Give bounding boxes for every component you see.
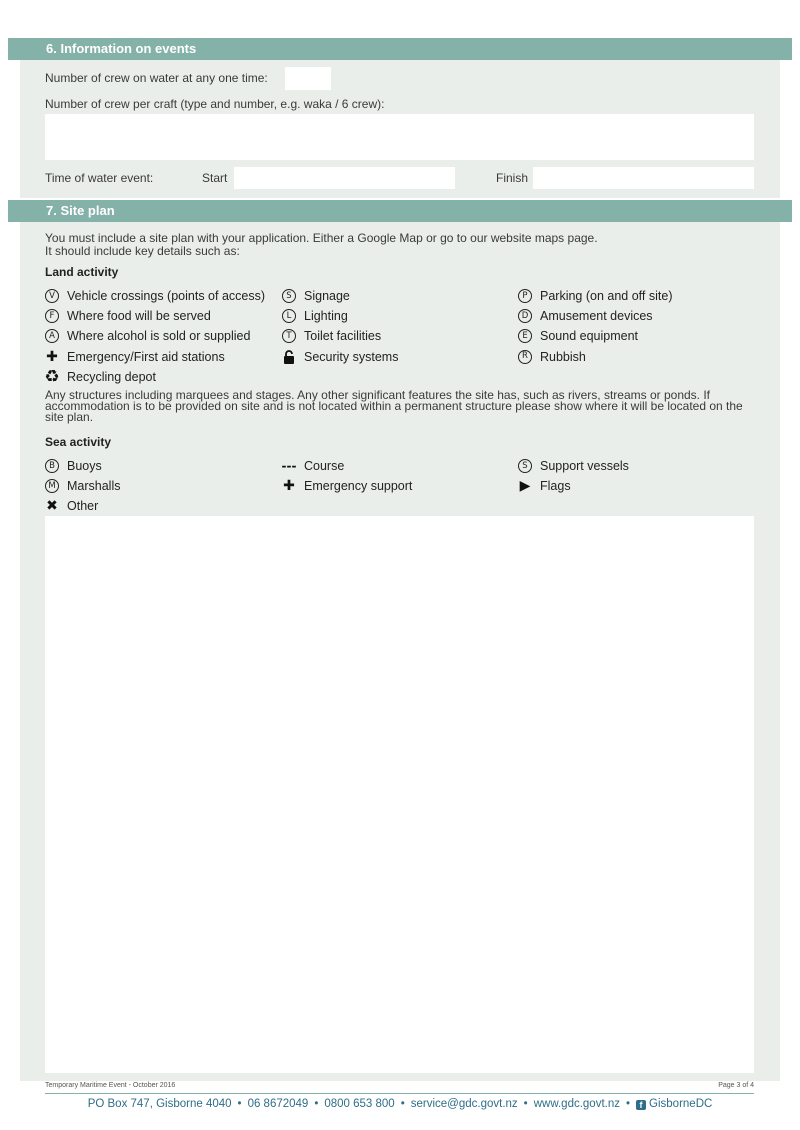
padlock-icon: [282, 350, 296, 364]
sea-activity-label: Flags: [540, 479, 571, 494]
land-activity-label: Vehicle crossings (points of access): [67, 289, 266, 303]
land-activity-label: Recycling depot: [67, 369, 156, 384]
land-activity-label: Sound equipment: [540, 329, 638, 344]
sea-activity-item: [518, 458, 629, 474]
circle-v-icon: V: [45, 289, 59, 303]
footer-email-link[interactable]: service@gdc.govt.nz: [410, 1098, 518, 1110]
land-activity-item: [45, 288, 265, 304]
land-activity-item: [518, 288, 672, 304]
section-6-header: 6. Information on events: [8, 38, 792, 60]
sea-activity-heading: Sea activity: [45, 435, 112, 449]
circle-a-icon: A: [45, 329, 59, 343]
sea-activity-label: Emergency support: [304, 479, 413, 494]
site-plan-drawing-area[interactable]: [45, 516, 754, 1073]
crew-on-water-field[interactable]: [285, 67, 331, 90]
crew-on-water-label: Number of crew on water at any one time:: [45, 71, 268, 85]
sea-activity-item: [45, 458, 102, 474]
land-activity-item: [282, 349, 398, 365]
sea-activity-item: [282, 458, 344, 474]
circle-f-icon: F: [45, 309, 59, 323]
circle-d-icon: D: [518, 309, 532, 323]
land-activity-label: Toilet facilities: [304, 329, 382, 344]
x-icon: ✖: [46, 498, 58, 515]
land-activity-item: [518, 328, 638, 344]
circle-b-icon: B: [45, 459, 59, 473]
flag-triangle-icon: ▶: [519, 478, 531, 495]
land-activity-label: Amusement devices: [540, 309, 653, 324]
land-activity-item: [45, 328, 250, 344]
circle-s-icon: S: [282, 289, 296, 303]
footer-contact-bar: PO Box 747, Gisborne 4040 • 06 8672049 • 0800 653 800 • service@gdc.govt.nz • www.gdc.govt.nz • f GisborneDC: [87, 1098, 713, 1110]
land-activity-item: [518, 349, 586, 365]
circle-m-icon: M: [45, 479, 59, 493]
site-plan-intro: [45, 233, 755, 257]
sea-activity-item: [282, 478, 412, 494]
land-activity-item: [282, 328, 381, 344]
sea-activity-label: Course: [304, 459, 345, 473]
footer-website-link[interactable]: www.gdc.govt.nz: [533, 1098, 620, 1110]
sea-activity-label: Other: [67, 499, 99, 514]
cross-icon: ✚: [283, 478, 295, 495]
dashed-line-icon: ---: [281, 459, 297, 473]
start-label: Start: [202, 171, 228, 185]
land-activity-label: Lighting: [304, 309, 348, 324]
circle-s-icon: S: [518, 459, 532, 473]
finish-label: Finish: [496, 171, 529, 185]
land-activity-item: [282, 308, 348, 324]
footer-page-number: Page 3 of 4: [718, 1082, 754, 1089]
land-activity-label: Where alcohol is sold or supplied: [67, 329, 251, 344]
structures-text: Any structures including marquees and stages. Any other significant features the site has, such as rivers, streams or ponds. If accommodation is to be provided on site and is not located within a permanent structure please show where it will be located on the site plan.: [45, 388, 743, 424]
cross-icon: ✚: [46, 348, 58, 365]
crew-per-craft-label: Number of crew per craft (type and number, e.g. waka / 6 crew):: [45, 97, 385, 111]
land-activity-heading: Land activity: [45, 265, 119, 279]
sea-activity-label: Buoys: [67, 459, 102, 473]
land-activity-label: Parking (on and off site): [540, 289, 673, 303]
land-activity-item: [518, 308, 653, 324]
footer-phone-1: 06 8672049: [247, 1098, 309, 1110]
land-activity-label: Where food will be served: [67, 309, 211, 324]
circle-l-icon: L: [282, 309, 296, 323]
land-activity-label: Emergency/First aid stations: [67, 349, 225, 364]
sea-activity-item: [45, 478, 121, 494]
recycle-icon: ♻: [44, 366, 60, 387]
intro-line-2: It should include key details such as:: [45, 244, 240, 258]
land-activity-label: Signage: [304, 289, 350, 303]
circle-e-icon: E: [518, 329, 532, 343]
intro-line-1: You must include a site plan with your application. Either a Google Map or go to our website maps page.: [45, 231, 598, 245]
footer-facebook-link[interactable]: GisborneDC: [649, 1098, 713, 1110]
land-activity-item: [45, 349, 225, 365]
circle-r-icon: R: [518, 350, 532, 364]
start-time-field[interactable]: [234, 167, 455, 189]
section-7-header: 7. Site plan: [8, 200, 792, 222]
time-of-event-label: Time of water event:: [45, 171, 154, 185]
crew-per-craft-field[interactable]: [45, 114, 754, 160]
footer-divider: [45, 1093, 754, 1094]
finish-time-field[interactable]: [533, 167, 754, 189]
land-activity-item: [44, 366, 156, 387]
sea-activity-item: [518, 478, 571, 494]
sea-activity-label: Marshalls: [67, 479, 121, 494]
sea-activity-label: Support vessels: [540, 459, 629, 473]
land-activity-label: Security systems: [304, 349, 399, 364]
land-activity-item: [45, 308, 211, 324]
footer-address: PO Box 747, Gisborne 4040: [87, 1098, 232, 1110]
footer-phone-2: 0800 653 800: [324, 1098, 395, 1110]
circle-t-icon: T: [282, 329, 296, 343]
footer-form-name: Temporary Maritime Event - October 2016: [45, 1082, 176, 1089]
land-activity-label: Rubbish: [540, 349, 586, 364]
land-activity-item: [282, 288, 350, 304]
facebook-icon: f: [636, 1100, 646, 1110]
sea-activity-item: [45, 498, 98, 514]
circle-p-icon: P: [518, 289, 532, 303]
